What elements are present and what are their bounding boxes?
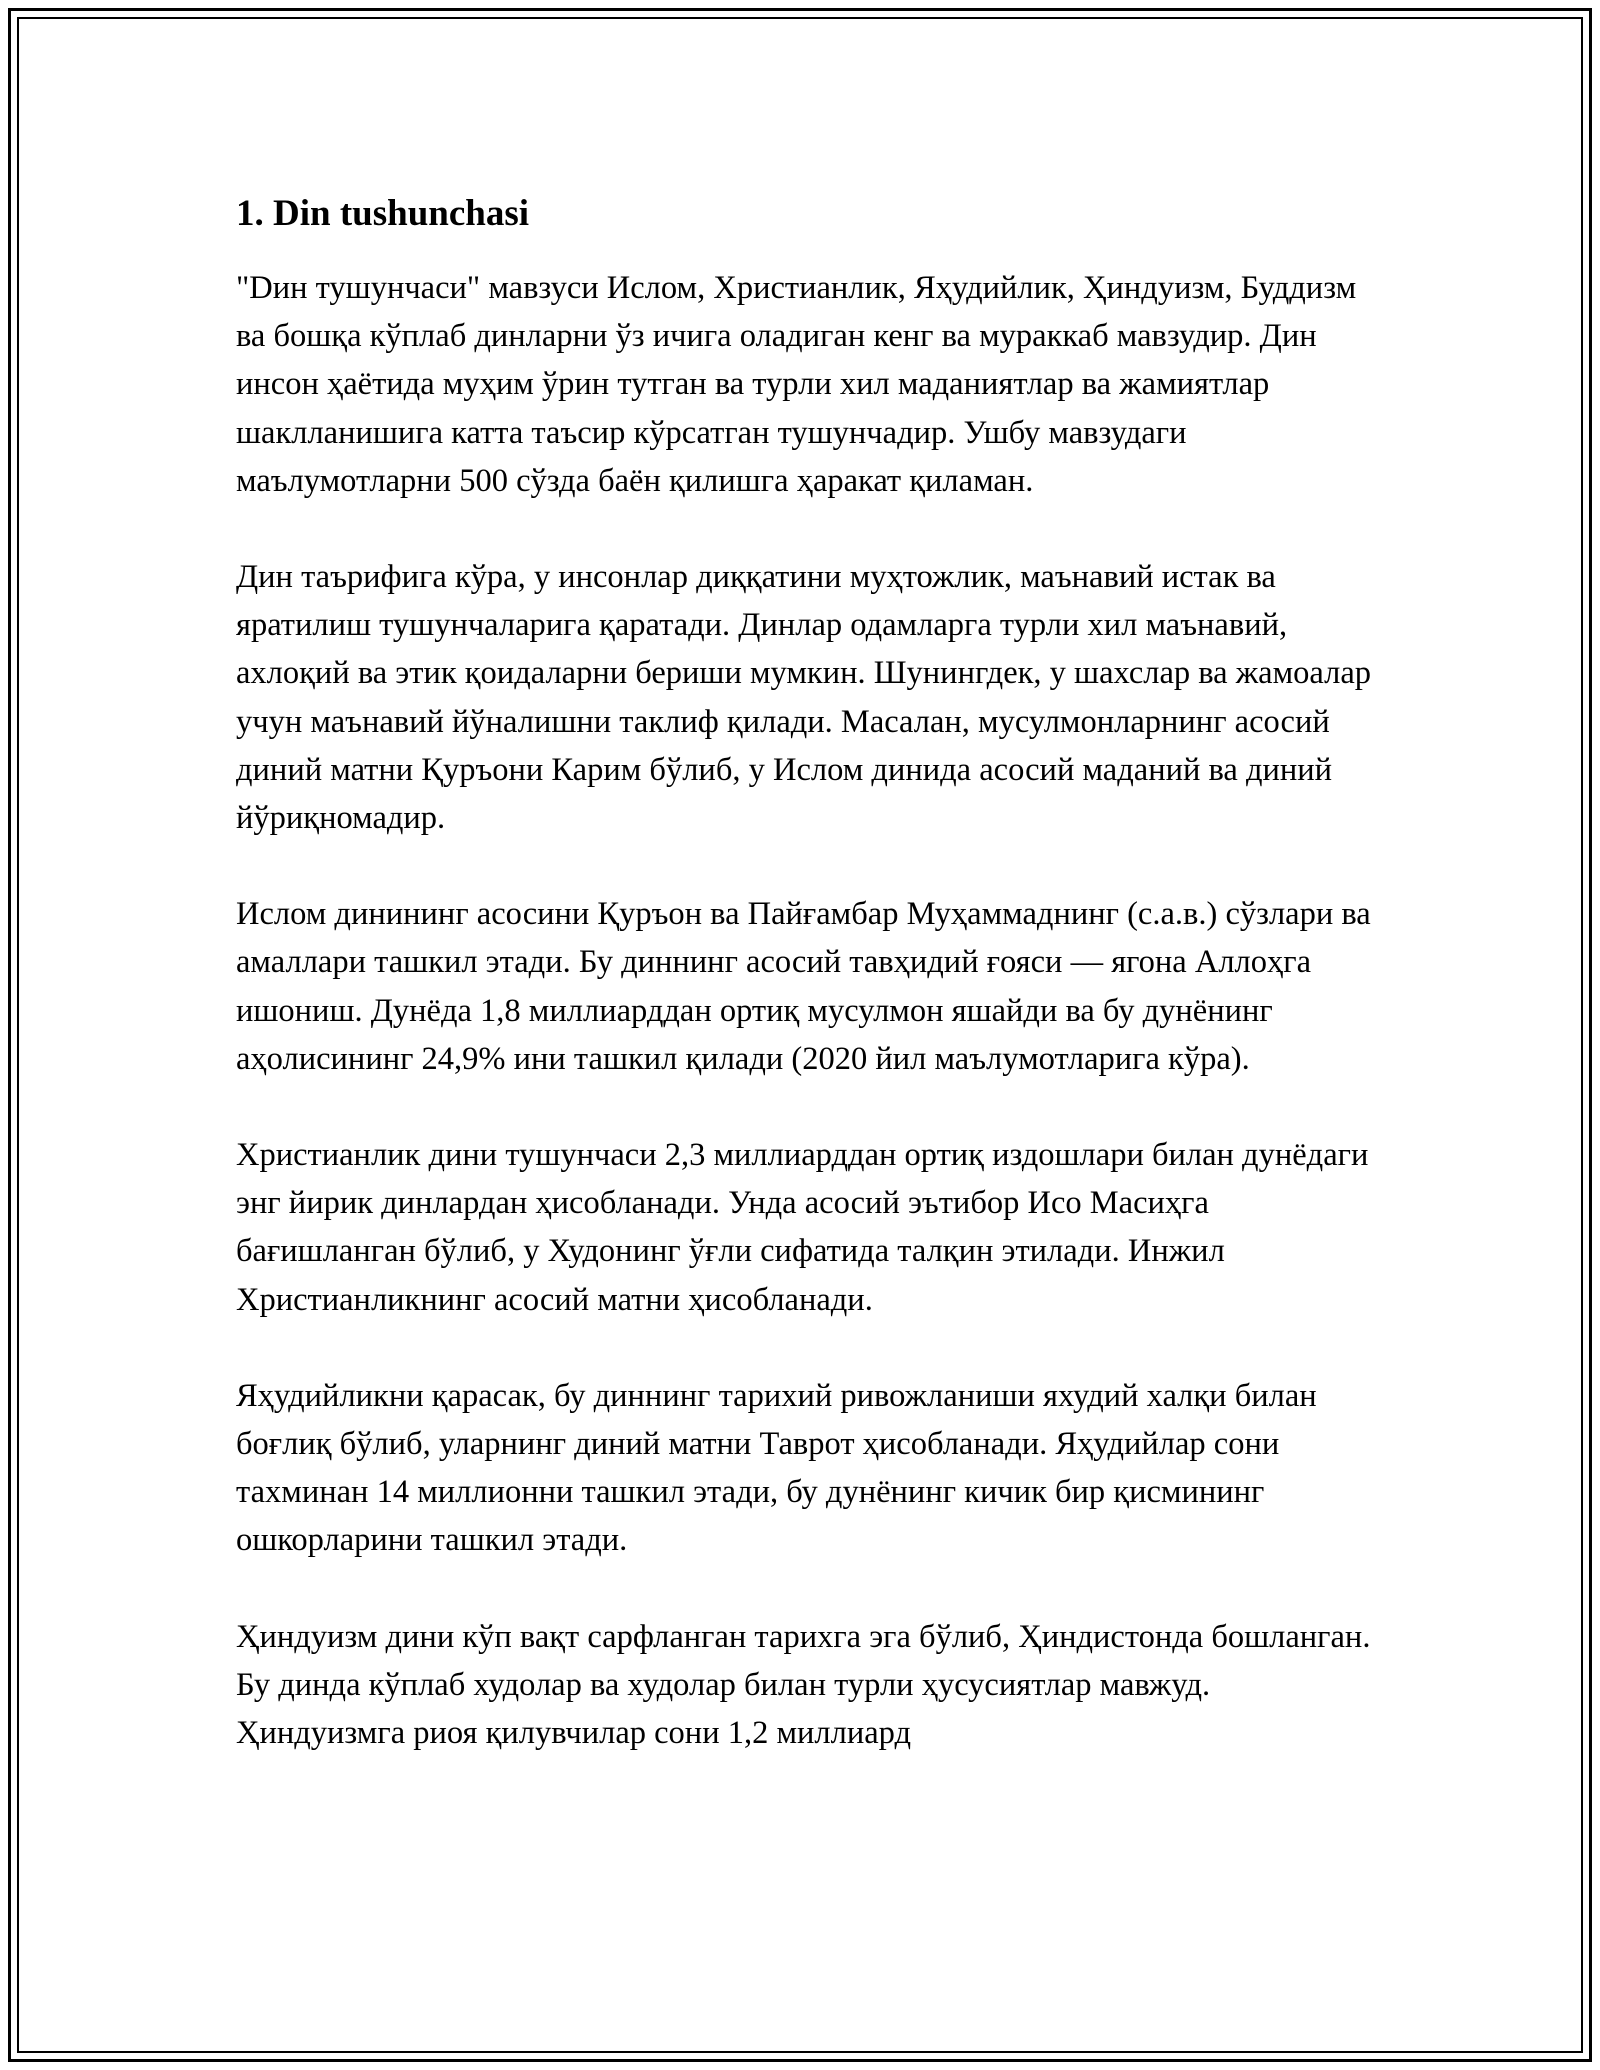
paragraph-hinduism: Ҳиндуизм дини кўп вақт сарфланган тарихга эга бўлиб, Ҳиндистонда бошланган. Бу динда кўплаб худолар ва худолар билан турли ҳусусиятлар мавжуд. Ҳиндуизмга риоя қилувчилар сони 1,2 миллиард bbox=[236, 1618, 1371, 1752]
paragraph-judaism: Яҳудийликни қарасак, бу диннинг тарихий ривожланиши яхудий халқи билан боғлиқ бўлиб, уларнинг диний матни Таврот ҳисобланади. Яҳудийлар сони тахминан 14 миллионни ташкил этади, бу дунёнинг кичик бир қисмининг ошкорларини ташкил этади. bbox=[236, 1377, 1317, 1559]
paragraph-christianity: Христианлик дини тушунчаси 2,3 миллиарддан ортиқ издошлари билан дунёдаги энг йирик динлардан ҳисобланади. Унда асосий эътибор Исо Масиҳга бағишланган бўлиб, у Худонинг ўғли сифатида талқин этилади. Инжил Христианликнинг асосий матни ҳисобланади. bbox=[236, 1137, 1369, 1318]
section-heading: 1. Din tushunchasi bbox=[236, 193, 530, 234]
paragraph-definition: Дин таърифига кўра, у инсонлар диққатини муҳтожлик, маънавий истак ва яратилиш тушунчаларига қаратади. Динлар одамларга турли хил маънавий, ахлоқий ва этик қоидаларни бериши мумкин. Шунингдек, у шахслар ва жамоалар учун маънавий йўналишни таклиф қилади. Масалан, мусулмонларнинг асосий диний матни Қуръони Карим бўлиб, у Ислом динида асосий маданий ва диний йўриқномадир. bbox=[236, 559, 1372, 837]
paragraph-islam: Ислом динининг асосини Қуръон ва Пайғамбар Муҳаммаднинг (с.а.в.) сўзлари ва амаллари ташкил этади. Бу диннинг асосий тавҳидий ғояси — ягона Аллоҳга ишониш. Дунёда 1,8 миллиарддан ортиқ мусулмон яшайди ва бу дунёнинг аҳолисининг 24,9% ини ташкил қилади (2020 йил маълумотларига кўра). bbox=[236, 896, 1371, 1077]
paragraph-intro: "Dин тушунчаси" мавзуси Ислом, Христианлик, Яҳудийлик, Ҳиндуизм, Буддизм ва бошқа кўплаб динларни ўз ичига оладиган кенг ва мураккаб мавзудир. Дин инсон ҳаётида муҳим ўрин тутган ва турли хил маданиятлар ва жамиятлар шаклланишига катта таъсир кўрсатган тушунчадир. Ушбу мавзудаги маълумотларни 500 сўзда баён қилишга ҳаракат қиламан. bbox=[236, 270, 1357, 499]
document-body bbox=[236, 186, 1376, 1757]
